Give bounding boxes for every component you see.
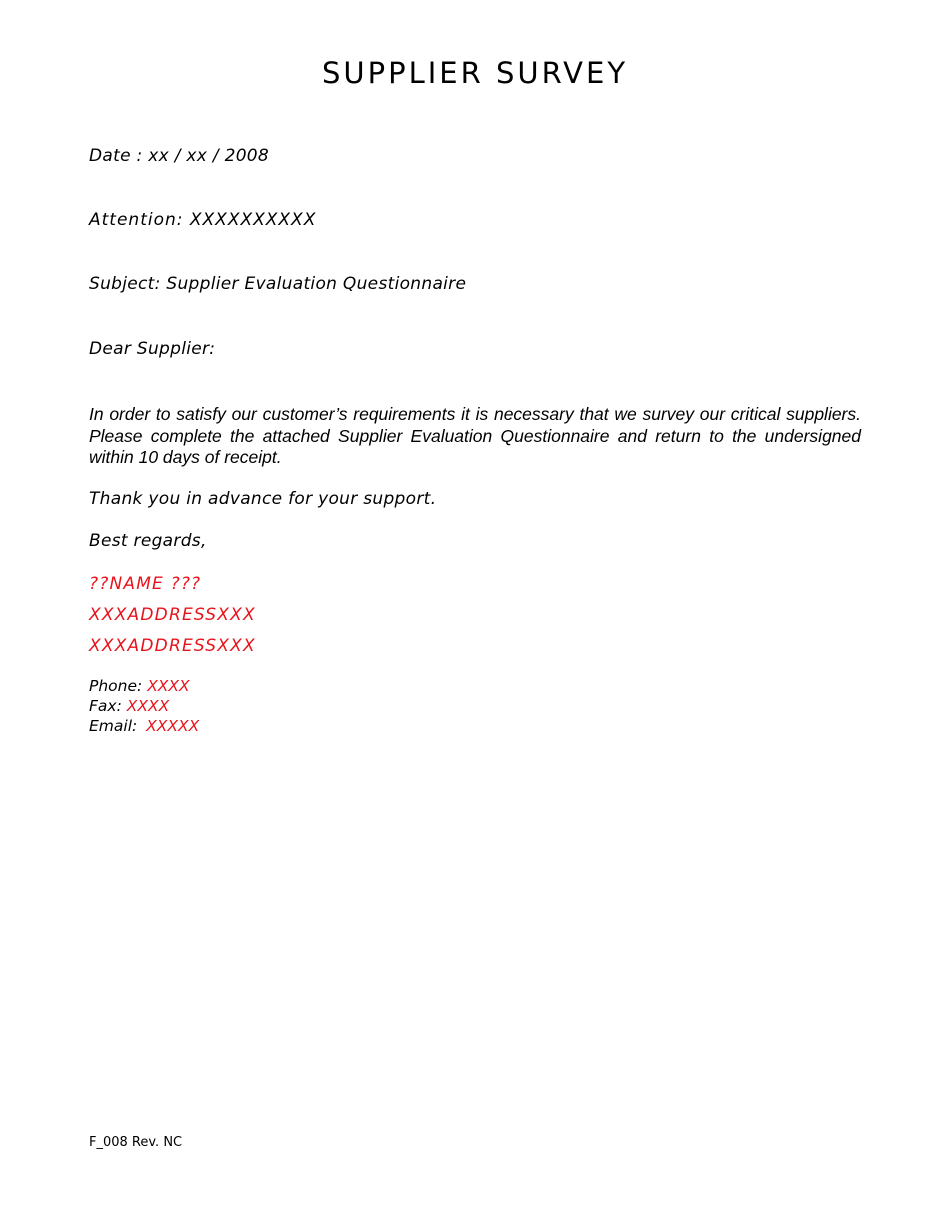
thanks-line: Thank you in advance for your support. [89, 489, 437, 509]
salutation: Dear Supplier: [89, 339, 216, 359]
signature-address-line-2: XXXADDRESSXXX [89, 636, 256, 656]
fax-line [89, 697, 169, 715]
document-title: SUPPLIER SURVEY [321, 56, 629, 90]
signature-address-line-1: XXXADDRESSXXX [89, 605, 256, 625]
attention-line: Attention: XXXXXXXXXX [89, 210, 317, 230]
body-paragraph: In order to satisfy our customer’s requirements it is necessary that we survey our critical suppliers. Please complete the attached Supplier Evaluation Questionnaire and return to the undersigned within 10 days of receipt. [89, 404, 861, 467]
phone-line [89, 677, 190, 695]
form-revision-footer: F_008 Rev. NC [89, 1135, 183, 1150]
date-line: Date : xx / xx / 2008 [89, 146, 270, 166]
signature-name: ??NAME ??? [89, 574, 202, 594]
fax-value: XXXX [126, 697, 170, 715]
phone-value: XXXX [147, 677, 190, 695]
email-line [89, 717, 199, 735]
subject-line: Subject: Supplier Evaluation Questionnaire [89, 274, 467, 294]
closing-line: Best regards, [89, 531, 207, 551]
phone-label: Phone: [89, 677, 143, 695]
email-value: XXXXX [146, 717, 200, 735]
email-label: Email: [89, 717, 138, 735]
fax-label: Fax: [89, 697, 122, 715]
